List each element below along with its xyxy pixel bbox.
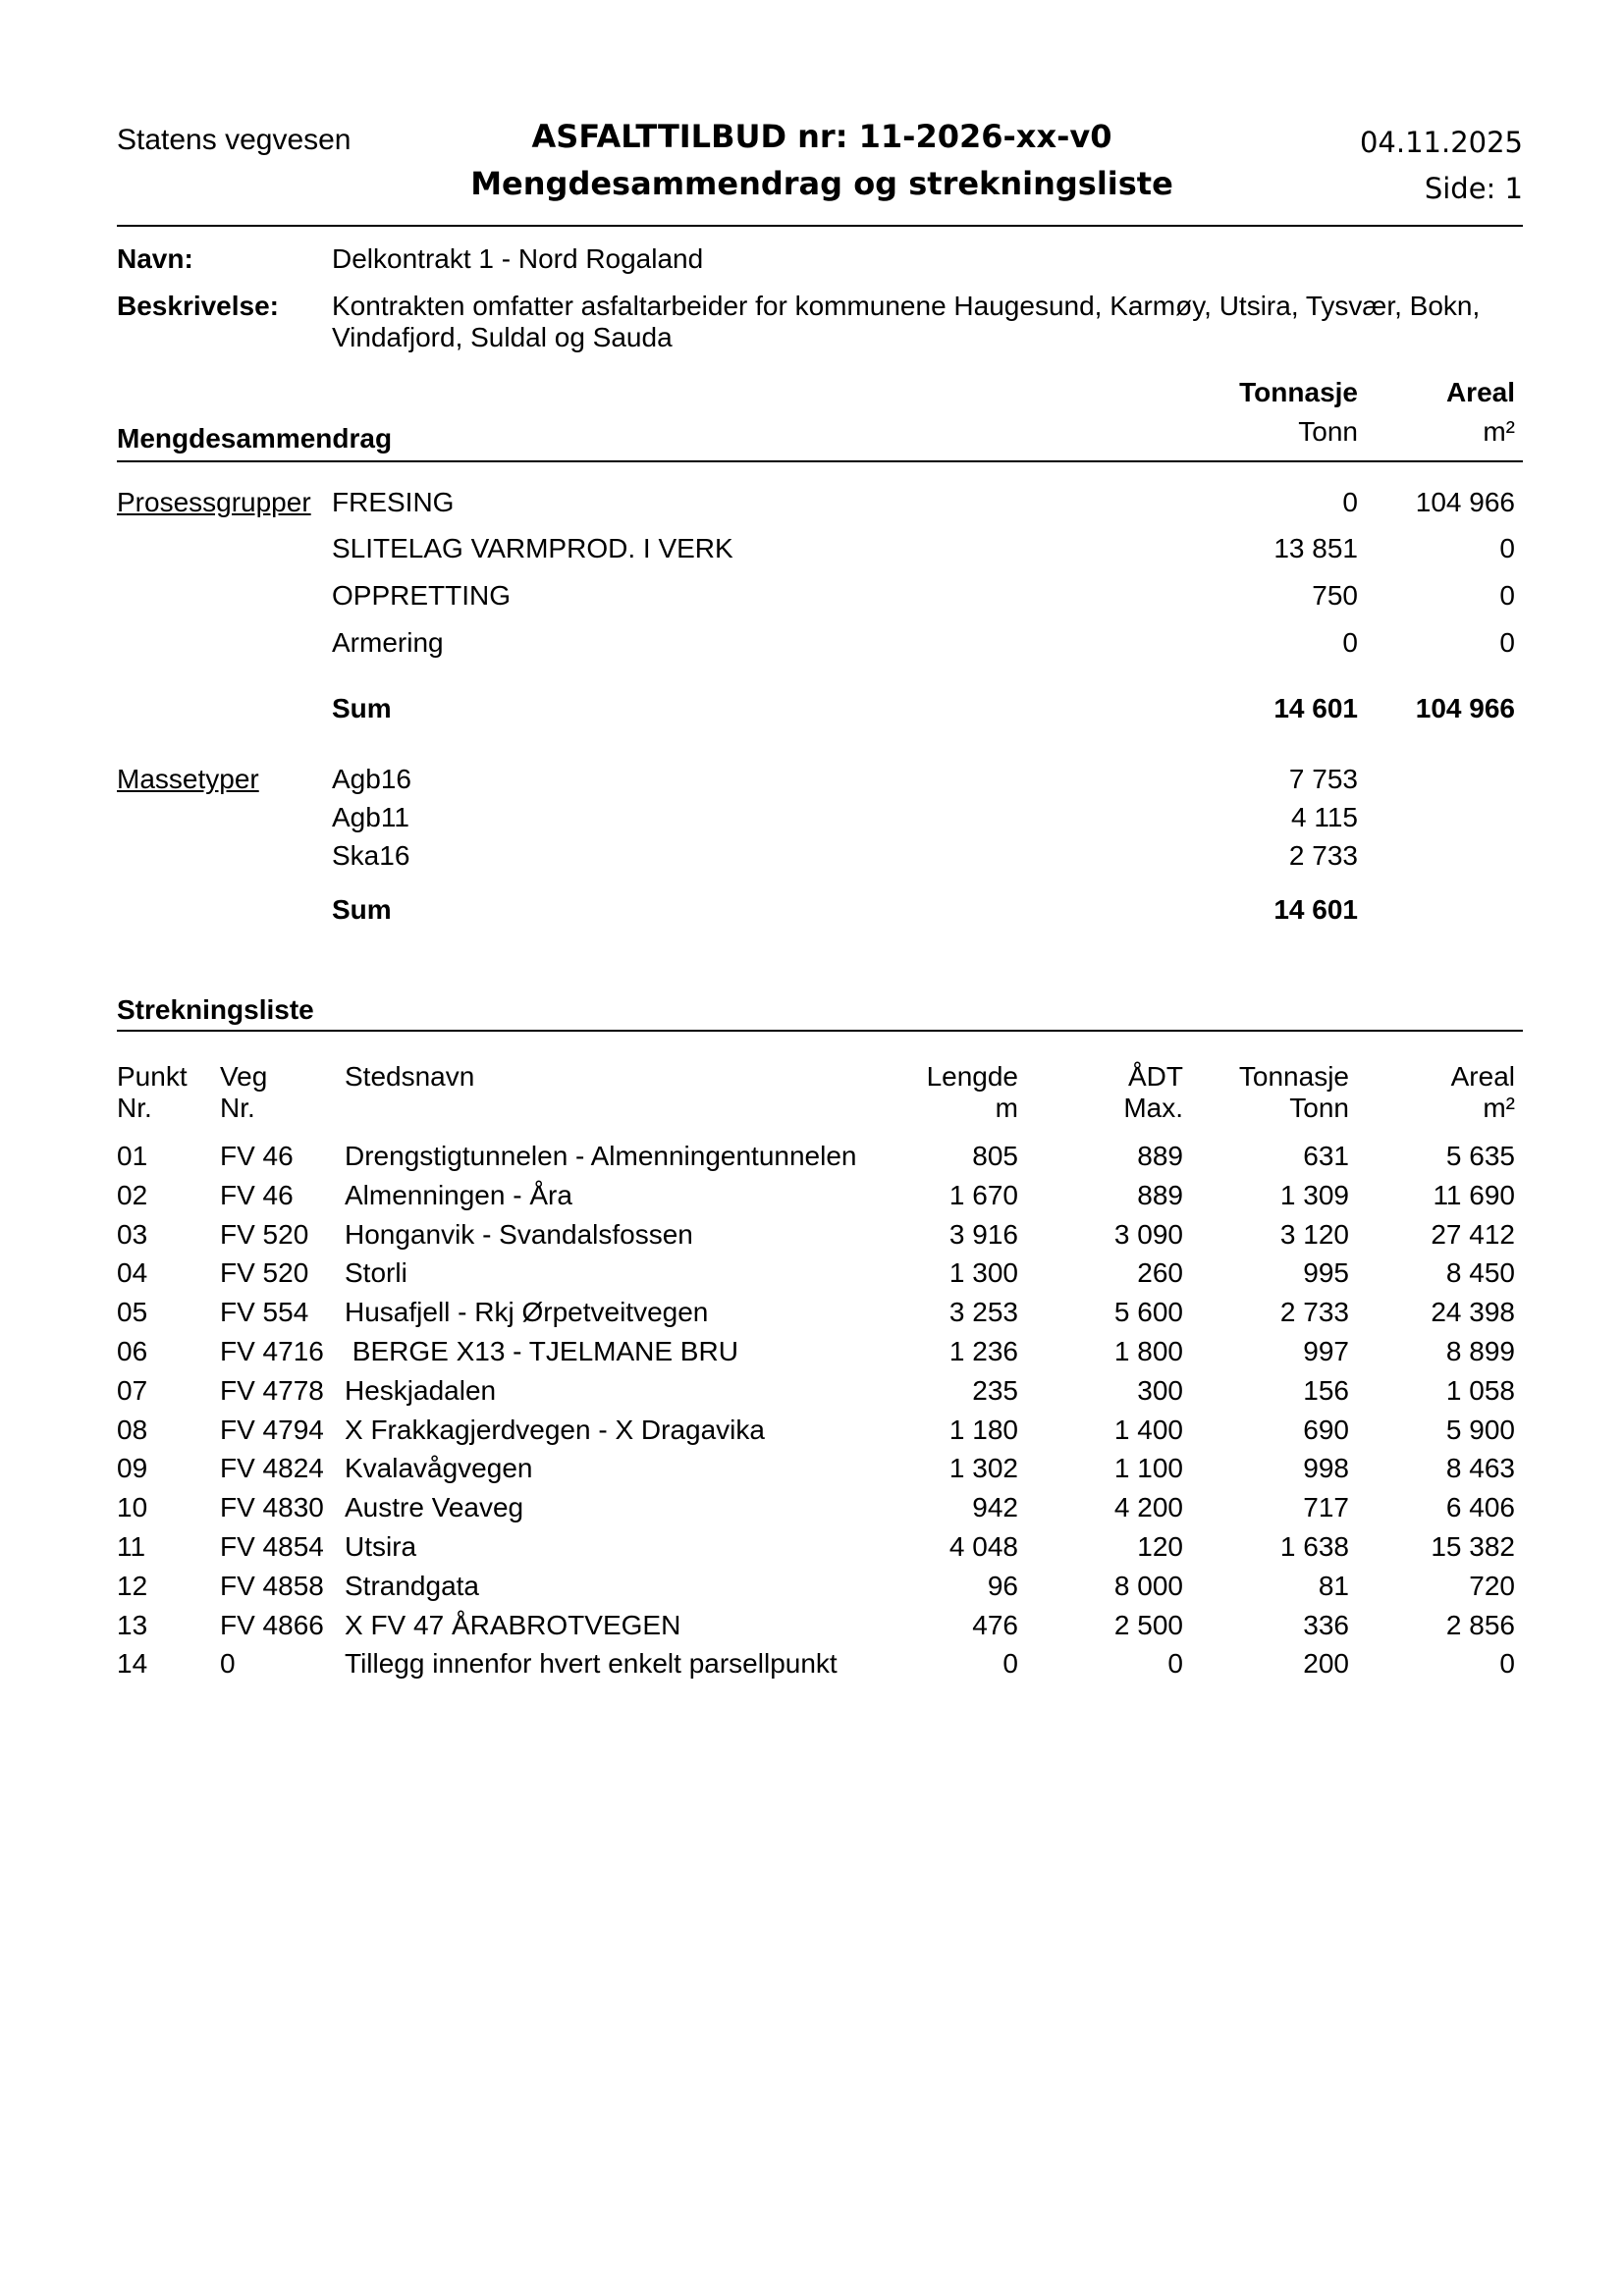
- cell-stedsnavn: Almenningen - Åra: [345, 1180, 572, 1210]
- cell-areal: 1 058: [1445, 1375, 1515, 1406]
- cell-adt: 1 400: [1113, 1415, 1183, 1445]
- processgroup-tonnasje: 0: [1342, 627, 1358, 658]
- cell-tonnasje: 631: [1303, 1141, 1349, 1171]
- cell-tonnasje: 200: [1303, 1648, 1349, 1679]
- cell-tonnasje: 156: [1303, 1375, 1349, 1406]
- cell-veg-nr: FV 46: [220, 1180, 294, 1210]
- col-tonnasje-header: Tonnasje: [1238, 1061, 1349, 1092]
- cell-stedsnavn: Kvalavågvegen: [345, 1453, 533, 1483]
- cell-areal: 5 635: [1445, 1141, 1515, 1171]
- table-row: [0, 1219, 1624, 1258]
- cell-punkt-nr: 05: [117, 1297, 148, 1327]
- description-line-1: Kontrakten omfatter asfaltarbeider for kommunene Haugesund, Karmøy, Utsira, Tysvær, Bokn,: [332, 291, 1481, 321]
- massetype-tonnasje: 2 733: [1288, 840, 1358, 871]
- cell-lengde: 1 300: [948, 1257, 1018, 1288]
- name-label: Navn:: [117, 243, 193, 274]
- massetype-tonnasje: 7 753: [1288, 764, 1358, 794]
- cell-tonnasje: 995: [1303, 1257, 1349, 1288]
- header-divider: [117, 225, 1523, 227]
- cell-veg-nr: FV 4830: [220, 1492, 324, 1522]
- col-punkt-header: Punkt: [117, 1061, 188, 1092]
- massetype-name: Ska16: [332, 840, 410, 871]
- table-row: [0, 1336, 1624, 1375]
- processgroup-areal: 0: [1499, 627, 1515, 658]
- processgroup-areal: 104 966: [1415, 487, 1515, 517]
- table-row: [0, 1648, 1624, 1687]
- cell-punkt-nr: 11: [117, 1531, 146, 1562]
- processgroup-areal: 0: [1499, 533, 1515, 563]
- page-number: Side: 1: [1424, 172, 1523, 205]
- cell-punkt-nr: 13: [117, 1610, 148, 1640]
- cell-punkt-nr: 02: [117, 1180, 148, 1210]
- cell-tonnasje: 717: [1303, 1492, 1349, 1522]
- processgroup-row: [0, 533, 1624, 572]
- cell-veg-nr: 0: [220, 1648, 236, 1679]
- col-stedsnavn-header: Stedsnavn: [345, 1061, 475, 1092]
- processgroup-row: [0, 487, 1624, 526]
- massetyper-label: Massetyper: [117, 764, 259, 794]
- cell-lengde: 1 180: [948, 1415, 1018, 1445]
- cell-adt: 260: [1137, 1257, 1183, 1288]
- col-areal-header: Areal: [1450, 1061, 1515, 1092]
- cell-stedsnavn: Drengstigtunnelen - Almenningentunnelen: [345, 1141, 857, 1171]
- table-row: [0, 1415, 1624, 1454]
- processgroups-sum-row: [0, 693, 1624, 732]
- table-row: [0, 1257, 1624, 1297]
- cell-tonnasje: 1 309: [1279, 1180, 1349, 1210]
- cell-veg-nr: FV 554: [220, 1297, 309, 1327]
- cell-lengde: 235: [972, 1375, 1018, 1406]
- cell-punkt-nr: 06: [117, 1336, 148, 1366]
- cell-lengde: 1 302: [948, 1453, 1018, 1483]
- cell-tonnasje: 1 638: [1279, 1531, 1349, 1562]
- processgroup-row: [0, 627, 1624, 667]
- cell-tonnasje: 3 120: [1279, 1219, 1349, 1250]
- cell-veg-nr: FV 4778: [220, 1375, 324, 1406]
- cell-areal: 720: [1469, 1571, 1515, 1601]
- cell-punkt-nr: 07: [117, 1375, 148, 1406]
- cell-lengde: 4 048: [948, 1531, 1018, 1562]
- cell-lengde: 942: [972, 1492, 1018, 1522]
- description-line-2: Vindafjord, Suldal og Sauda: [332, 322, 673, 352]
- summary-heading: Mengdesammendrag: [117, 423, 393, 454]
- cell-adt: 1 800: [1113, 1336, 1183, 1366]
- document-subtitle: Mengdesammendrag og strekningsliste: [470, 165, 1173, 202]
- cell-adt: 8 000: [1113, 1571, 1183, 1601]
- col-lengde-unit: m: [995, 1093, 1018, 1123]
- cell-stedsnavn: X Frakkagjerdvegen - X Dragavika: [345, 1415, 765, 1445]
- cell-areal: 8 899: [1445, 1336, 1515, 1366]
- cell-tonnasje: 2 733: [1279, 1297, 1349, 1327]
- cell-punkt-nr: 09: [117, 1453, 148, 1483]
- cell-punkt-nr: 03: [117, 1219, 148, 1250]
- massetype-row: [0, 802, 1624, 841]
- col-areal-header: Areal: [1445, 377, 1515, 407]
- table-row: [0, 1180, 1624, 1219]
- cell-veg-nr: FV 4854: [220, 1531, 324, 1562]
- cell-stedsnavn: Honganvik - Svandalsfossen: [345, 1219, 693, 1250]
- cell-areal: 2 856: [1445, 1610, 1515, 1640]
- col-adt-unit: Max.: [1123, 1093, 1183, 1123]
- cell-punkt-nr: 01: [117, 1141, 148, 1171]
- processgroup-name: SLITELAG VARMPROD. I VERK: [332, 533, 733, 563]
- col-adt-header: ÅDT: [1128, 1061, 1183, 1092]
- cell-stedsnavn: Utsira: [345, 1531, 417, 1562]
- cell-tonnasje: 997: [1303, 1336, 1349, 1366]
- cell-stedsnavn: Heskjadalen: [345, 1375, 497, 1406]
- table-row: [0, 1610, 1624, 1649]
- sum-tonnasje: 14 601: [1273, 894, 1358, 925]
- cell-punkt-nr: 08: [117, 1415, 148, 1445]
- strekningsliste-heading: Strekningsliste: [117, 994, 314, 1025]
- cell-veg-nr: FV 46: [220, 1141, 294, 1171]
- cell-veg-nr: FV 4716: [220, 1336, 324, 1366]
- cell-areal: 8 463: [1445, 1453, 1515, 1483]
- table-row: [0, 1531, 1624, 1571]
- cell-adt: 4 200: [1113, 1492, 1183, 1522]
- cell-stedsnavn: Husafjell - Rkj Ørpetveitvegen: [345, 1297, 709, 1327]
- col-lengde-header: Lengde: [926, 1061, 1018, 1092]
- cell-tonnasje: 336: [1303, 1610, 1349, 1640]
- col-tonnasje-header: Tonnasje: [1239, 377, 1358, 407]
- col-veg-subheader: Nr.: [220, 1093, 255, 1123]
- col-tonnasje-unit: Tonn: [1298, 416, 1358, 447]
- massetype-row: [0, 764, 1624, 803]
- table-row: [0, 1453, 1624, 1492]
- col-veg-header: Veg: [220, 1061, 268, 1092]
- processgroups-label: Prosessgrupper: [117, 487, 311, 517]
- massetype-name: Agb16: [332, 764, 411, 794]
- sum-tonnasje: 14 601: [1273, 693, 1358, 723]
- sum-areal: 104 966: [1415, 693, 1515, 723]
- cell-stedsnavn: Austre Veaveg: [345, 1492, 524, 1522]
- massetype-name: Agb11: [332, 802, 409, 832]
- processgroup-name: FRESING: [332, 487, 455, 517]
- table-row: [0, 1492, 1624, 1531]
- cell-adt: 3 090: [1113, 1219, 1183, 1250]
- description-label: Beskrivelse:: [117, 291, 280, 321]
- table-row: [0, 1571, 1624, 1610]
- sum-label: Sum: [332, 693, 392, 723]
- document-date: 04.11.2025: [1359, 126, 1523, 159]
- cell-tonnasje: 690: [1303, 1415, 1349, 1445]
- massetyper-sum-row: [0, 894, 1624, 934]
- organization-name: Statens vegvesen: [117, 124, 352, 156]
- cell-areal: 15 382: [1431, 1531, 1515, 1562]
- cell-punkt-nr: 04: [117, 1257, 148, 1288]
- cell-lengde: 1 236: [948, 1336, 1018, 1366]
- cell-tonnasje: 81: [1318, 1571, 1349, 1601]
- processgroup-row: [0, 580, 1624, 619]
- cell-veg-nr: FV 4866: [220, 1610, 324, 1640]
- cell-lengde: 3 253: [948, 1297, 1018, 1327]
- cell-stedsnavn: Storli: [345, 1257, 407, 1288]
- summary-divider: [117, 460, 1523, 462]
- massetype-row: [0, 840, 1624, 880]
- col-tonnasje-unit: Tonn: [1289, 1093, 1349, 1123]
- table-header-row-2: [0, 1093, 1624, 1132]
- sum-label: Sum: [332, 894, 392, 925]
- table-row: [0, 1297, 1624, 1336]
- cell-veg-nr: FV 4858: [220, 1571, 324, 1601]
- name-value: Delkontrakt 1 - Nord Rogaland: [332, 243, 704, 274]
- cell-lengde: 0: [1002, 1648, 1018, 1679]
- processgroup-tonnasje: 750: [1312, 580, 1358, 611]
- cell-areal: 8 450: [1445, 1257, 1515, 1288]
- cell-adt: 120: [1137, 1531, 1183, 1562]
- cell-areal: 6 406: [1445, 1492, 1515, 1522]
- cell-areal: 11 690: [1433, 1180, 1515, 1210]
- cell-veg-nr: FV 4824: [220, 1453, 324, 1483]
- col-areal-unit: m²: [1483, 1093, 1515, 1123]
- cell-veg-nr: FV 520: [220, 1257, 309, 1288]
- cell-adt: 300: [1137, 1375, 1183, 1406]
- cell-areal: 5 900: [1445, 1415, 1515, 1445]
- cell-adt: 2 500: [1113, 1610, 1183, 1640]
- cell-punkt-nr: 10: [117, 1492, 148, 1522]
- cell-adt: 889: [1137, 1180, 1183, 1210]
- cell-lengde: 476: [972, 1610, 1018, 1640]
- massetype-tonnasje: 4 115: [1291, 802, 1358, 832]
- cell-areal: 24 398: [1431, 1297, 1515, 1327]
- cell-lengde: 96: [987, 1571, 1018, 1601]
- cell-tonnasje: 998: [1303, 1453, 1349, 1483]
- processgroup-tonnasje: 0: [1342, 487, 1358, 517]
- cell-adt: 889: [1137, 1141, 1183, 1171]
- cell-stedsnavn: X FV 47 ÅRABROTVEGEN: [345, 1610, 681, 1640]
- cell-stedsnavn: Tillegg innenfor hvert enkelt parsellpunkt: [345, 1648, 838, 1679]
- cell-punkt-nr: 14: [117, 1648, 148, 1679]
- cell-lengde: 3 916: [948, 1219, 1018, 1250]
- cell-veg-nr: FV 520: [220, 1219, 309, 1250]
- table-row: [0, 1141, 1624, 1180]
- processgroup-name: Armering: [332, 627, 444, 658]
- cell-stedsnavn: BERGE X13 - TJELMANE BRU: [345, 1336, 738, 1366]
- cell-lengde: 1 670: [948, 1180, 1018, 1210]
- strekningsliste-divider: [117, 1030, 1523, 1032]
- cell-stedsnavn: Strandgata: [345, 1571, 479, 1601]
- cell-lengde: 805: [972, 1141, 1018, 1171]
- cell-areal: 0: [1499, 1648, 1515, 1679]
- document-title: ASFALTTILBUD nr: 11-2026-xx-v0: [531, 118, 1112, 155]
- col-areal-unit: m²: [1483, 416, 1515, 447]
- processgroup-name: OPPRETTING: [332, 580, 512, 611]
- processgroup-tonnasje: 13 851: [1273, 533, 1358, 563]
- cell-punkt-nr: 12: [117, 1571, 148, 1601]
- cell-veg-nr: FV 4794: [220, 1415, 324, 1445]
- cell-adt: 5 600: [1113, 1297, 1183, 1327]
- cell-areal: 27 412: [1431, 1219, 1515, 1250]
- cell-adt: 1 100: [1113, 1453, 1183, 1483]
- cell-adt: 0: [1167, 1648, 1183, 1679]
- processgroup-areal: 0: [1499, 580, 1515, 611]
- col-punkt-subheader: Nr.: [117, 1093, 152, 1123]
- table-row: [0, 1375, 1624, 1415]
